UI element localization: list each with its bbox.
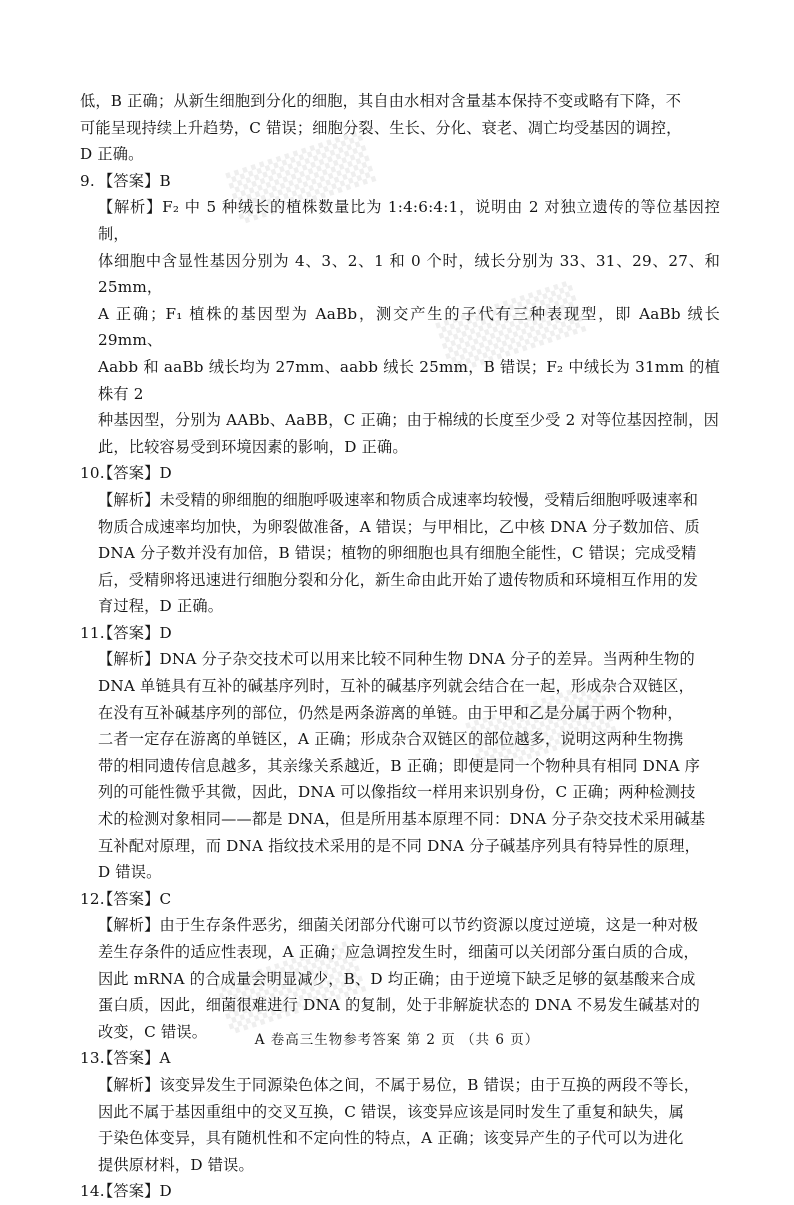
question-13 [80, 1045, 720, 1178]
analysis-line: 差生存条件的适应性表现，A 正确；应急调控发生时，细菌可以关闭部分蛋白质的合成， [98, 943, 699, 961]
analysis-line: 互补配对原理，而 DNA 指纹技术采用的是不同 DNA 分子碱基序列具有特异性的原理， [98, 836, 700, 855]
question-11 [80, 620, 720, 886]
watermark-decoration: ▒▒▒▒ [215, 939, 367, 1035]
analysis-line: 【解析】F₂ 中 5 种绒长的植株数量比为 1:4:6:4:1，说明由 2 对独立遗传的等位基因控制， [98, 198, 720, 243]
question-number: 13. [80, 1049, 105, 1068]
question-number: 14. [80, 1182, 105, 1201]
analysis-line: 物质合成速率均加快，为卵裂做准备，A 错误；与甲相比，乙中核 DNA 分子数加倍、质 [98, 517, 700, 536]
analysis-line: A 正确；F₁ 植株的基因型为 AaBb，测交产生的子代有三种表现型，即 AaBb 绒长 29mm、 [98, 304, 720, 350]
answer-line [80, 886, 720, 913]
analysis-line: DNA 单链具有互补的碱基序列时，互补的碱基序列就会结合在一起，形成杂合双链区， [98, 677, 695, 696]
answer-line [80, 620, 720, 647]
analysis-line: 后，受精卵将迅速进行细胞分裂和分化，新生命由此开始了遗传物质和环境相互作用的发 [98, 570, 699, 589]
question-14 [80, 1178, 720, 1205]
question-9 [80, 168, 720, 461]
question-number: 12. [80, 889, 105, 908]
text-line: D 正确。 [80, 145, 144, 164]
analysis-line: 因此不属于基因重组中的交叉互换，C 错误，该变异应该是同时发生了重复和缺失，属 [98, 1102, 685, 1121]
answer-text: 【答案】C [98, 889, 172, 908]
analysis-line: 因此 mRNA 的合成量会明显减少，B、D 均正确；由于逆境下缺乏足够的氨基酸来合成 [98, 969, 696, 988]
question-number: 9. [80, 171, 95, 190]
watermark-decoration: ▒▒▒▒ [435, 279, 587, 375]
question-10 [80, 460, 720, 620]
text-line: 低，B 正确；从新生细胞到分化的细胞，其自由水相对含量基本保持不变或略有下降，不 [80, 92, 682, 110]
analysis-line: 在没有互补碱基序列的部位，仍然是两条游离的单链。由于甲和乙是分属于两个物种， [98, 703, 683, 722]
question-number: 11. [80, 623, 105, 642]
analysis-line: 提供原材料，D 错误。 [98, 1155, 254, 1174]
watermark-decoration: ▒▒▒▒ [225, 129, 377, 225]
page-footer: A 卷高三生物参考答案 第 2 页 （共 6 页） [254, 1032, 540, 1048]
intro-paragraph [80, 88, 720, 168]
analysis-line: 列的可能性微乎其微，因此，DNA 可以像指纹一样用来识别身份，C 正确；两种检测技 [98, 783, 696, 802]
analysis-line: Aabb 和 aaBb 绒长均为 27mm、aabb 绒长 25mm，B 错误；F₂ 中绒长为 31mm 的植株有 2 [98, 357, 720, 403]
analysis-line: 【解析】由于生存条件恶劣，细菌关闭部分代谢可以节约资源以度过逆境，这是一种对极 [98, 916, 699, 935]
watermark-decoration: ▒▒▒▒ [465, 679, 617, 775]
analysis-line: 育过程，D 正确。 [98, 597, 224, 616]
answer-text: 【答案】D [98, 1182, 172, 1201]
text-line: 可能呈现持续上升趋势，C 错误；细胞分裂、生长、分化、衰老、凋亡均受基因的调控， [80, 118, 682, 137]
analysis-line: 术的检测对象相同——都是 DNA，但是所用基本原理不同：DNA 分子杂交技术采用碱基 [98, 810, 706, 829]
analysis-line: DNA 分子数并没有加倍，B 错误；植物的卵细胞也具有细胞全能性，C 错误；完成受精 [98, 544, 697, 563]
analysis-line: 体细胞中含显性基因分别为 4、3、2、1 和 0 个时，绒长分别为 33、31、29、27、和 25mm， [98, 251, 720, 297]
analysis-line: 【解析】DNA 分子杂交技术可以用来比较不同种生物 DNA 分子的差异。当两种生物的 [98, 650, 695, 669]
answer-text: 【答案】D [98, 464, 172, 483]
answer-line [80, 1045, 720, 1072]
answer-line [80, 168, 720, 195]
answer-line [80, 1178, 720, 1205]
answer-text: 【答案】B [98, 171, 171, 190]
answer-text: 【答案】D [98, 623, 172, 642]
answer-text: 【答案】A [98, 1049, 171, 1068]
analysis-line: 【解析】该变异发生于同源染色体之间，不属于易位，B 错误；由于互换的两段不等长， [98, 1075, 700, 1094]
analysis-line: 带的相同遗传信息越多，其亲缘关系越近，B 正确；即便是同一个物种具有相同 DNA 序 [98, 756, 701, 775]
analysis-line: 【解析】未受精的卵细胞的细胞呼吸速率和物质合成速率均较慢，受精后细胞呼吸速率和 [98, 490, 699, 509]
analysis-line: 此，比较容易受到环境因素的影响，D 正确。 [98, 437, 408, 456]
analysis-line: D 错误。 [98, 863, 162, 882]
analysis-line: 二者一定存在游离的单链区，A 正确；形成杂合双链区的部位越多，说明这两种生物携 [98, 730, 684, 749]
analysis-line: 于染色体变异，具有随机性和不定向性的特点，A 正确；该变异产生的子代可以为进化 [98, 1129, 684, 1148]
answer-line [80, 460, 720, 487]
analysis-line: 种基因型，分别为 AABb、AaBB，C 正确；由于棉绒的长度至少受 2 对等位基因控制，因 [98, 411, 719, 430]
analysis-line: 改变，C 错误。 [98, 1022, 208, 1041]
question-number: 10. [80, 464, 105, 483]
question-12 [80, 886, 720, 1046]
analysis-line: 蛋白质，因此，细菌很难进行 DNA 的复制，处于非解旋状态的 DNA 不易发生碱基对的 [98, 996, 700, 1015]
